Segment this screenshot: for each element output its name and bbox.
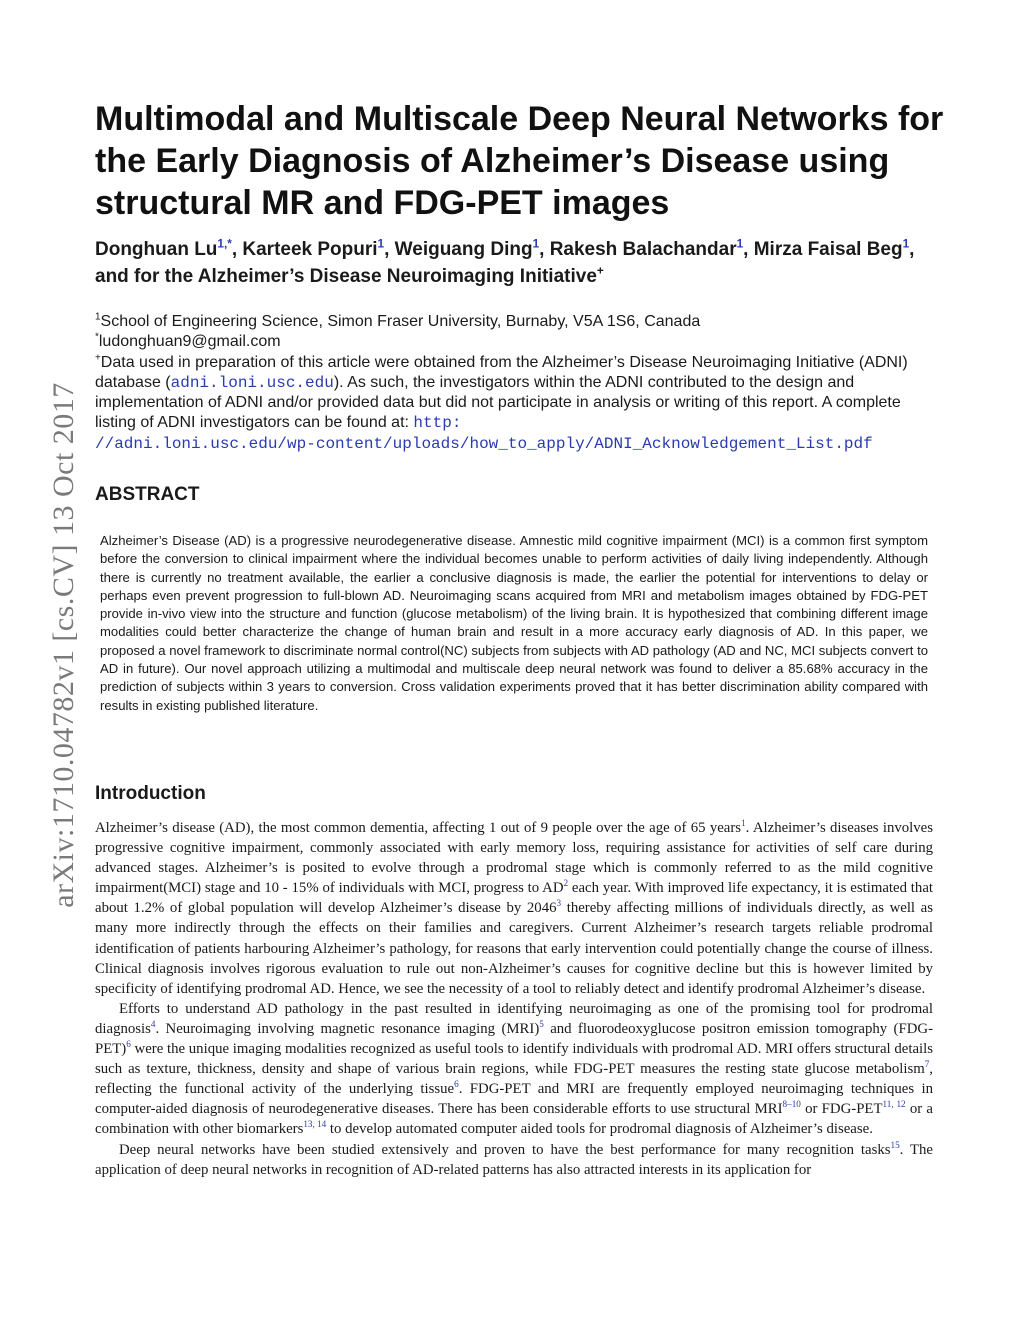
author-name: Rakesh Balachandar bbox=[549, 239, 737, 260]
citation-ref[interactable]: 5 bbox=[539, 1019, 544, 1030]
abstract-text: Alzheimer’s Disease (AD) is a progressive neurodegenerative disease. Amnestic mild cognitive impairment (MCI) is a common first symptom before the conversion to clinical impairment where the individual becomes unable to perform activities of daily living independently. Although there is currently no treatment available, the earlier a conclusive diagnosis is made, the earlier the potential for interventions to delay or perhaps even prevent progression to full-blown AD. Neuroimaging scans acquired from MRI and metabolism images obtained by FDG-PET provide in-vivo view into the structure and function (glucose metabolism) of the living brain. It is hypothesized that combining different image modalities could better characterize the change of human brain and result in a more accuracy early diagnosis of AD. In this paper, we proposed a novel framework to discriminate normal control(NC) subjects from subjects with AD pathology (AD and NC, MCI subjects convert to AD in future). Our novel approach utilizing a multimodal and multiscale deep neural network was found to deliver a 85.68% accuracy in the prediction of subjects within 3 years to conversion. Cross validation experiments proved that it has better discrimination ability compared with results in existing published literature. bbox=[100, 533, 928, 713]
author-name: Karteek Popuri bbox=[242, 239, 378, 260]
adni-data-note: +Data used in preparation of this article were obtained from the Alzheimer’s Disease Neuroimaging Initiative (ADNI) database (adni.loni.usc.edu). As such, the investigators within the ADNI contributed to the design and implementation of ADNI and/or provided data but did not participate in analysis or writing of this report. A complete listing of ADNI investigators can be found at: http: //adni.loni.usc.edu/wp-content/uploads/how_to_apply/ADNI_Acknowledgement_List.pdf bbox=[95, 352, 908, 453]
ack-list-link-cont[interactable]: //adni.loni.usc.edu/wp-content/uploads/how_to_apply/ADNI_Acknowledgement_List.pdf bbox=[95, 434, 873, 453]
author-separator: , and for the bbox=[95, 239, 915, 287]
author-separator: , bbox=[231, 239, 243, 260]
email-mark: * bbox=[95, 331, 99, 343]
data-mark: + bbox=[95, 352, 101, 364]
citation-ref[interactable]: 11, 12 bbox=[882, 1099, 906, 1110]
citation-ref[interactable]: 15 bbox=[890, 1139, 900, 1150]
citation-ref[interactable]: 3 bbox=[556, 898, 562, 909]
author-name: Donghuan Lu bbox=[95, 239, 218, 260]
author-list bbox=[95, 236, 940, 290]
citation-ref[interactable]: 4 bbox=[150, 1019, 156, 1030]
author-affiliation-mark[interactable]: 1 bbox=[736, 237, 744, 251]
abstract-heading: ABSTRACT bbox=[95, 484, 200, 505]
citation-ref[interactable]: 13, 14 bbox=[303, 1119, 327, 1130]
introduction-heading: Introduction bbox=[95, 783, 206, 804]
citation-ref[interactable]: 8–10 bbox=[782, 1099, 801, 1110]
intro-paragraph-2: Efforts to understand AD pathology in the past resulted in identifying neuroimaging as one of the promising tool for prodromal diagnosis$^4$. Neuroimaging involving magnetic resonance imaging (MRI)$^5$ and fluorodeoxyglucose positron emission tomography $(FDG-PET)^6$ were the unique imaging modalities recognized as useful tools to identify individuals with prodromal AD. MRI offers structural details such as texture, thickness, density and shape of various brain regions, while FDG-PET measures the resting state glucose metabolism$^7$, reflecting the functional activity of the underlying tissue$^6$. FDG-PET and MRI are frequently employed neuroimaging techniques in computer-aided diagnosis of neurodegenerative diseases. There has been considerable efforts to use structural MRI$^{8-10}$ or FDG-PET$^{11, 12}$ or a combination with other biomarkers$^{13, 14}$ to develop automated computer aided tools for prodromal diagnosis of Alzheimer’s disease. bbox=[95, 1000, 933, 1138]
introduction-body bbox=[95, 818, 933, 1180]
paper-title: Multimodal and Multiscale Deep Neural Networks for the Early Diagnosis of Alzheimer’s Disease using structural MR and FDG-PET images bbox=[95, 100, 944, 222]
affiliation-school: $^1$School of Engineering Science, Simon Fraser University, Burnaby, V5A 1S6, Canada bbox=[95, 311, 701, 330]
author-separator: , bbox=[743, 239, 754, 260]
corresponding-email: *ludonghuan9@gmail.com bbox=[95, 331, 281, 351]
consortium-name: Alzheimer’s Disease Neuroimaging Initiative bbox=[197, 266, 597, 287]
author-affiliation-mark[interactable]: 1,* bbox=[217, 237, 232, 251]
author-name: Weiguang Ding bbox=[394, 239, 533, 260]
arxiv-watermark: arXiv:1710.04782v1 [cs.CV] 13 Oct 2017 bbox=[47, 382, 80, 908]
citation-ref[interactable]: 6 bbox=[126, 1039, 131, 1050]
intro-paragraph-1: Alzheimer’s disease (AD), the most common dementia, affecting 1 out of 9 people over the age of 65 years$^1$. Alzheimer’s diseases involves progressive cognitive impairment, commonly associated with early memory loss, requiring assistance for activities of self care during advanced stages. Alzheimer’s is posited to evolve through a prodromal stage which is commonly referred to as the mild cognitive impairment(MCI) stage and 10 - 15% of individuals with MCI, progress to $AD^2$ each year. With improved life expectancy, it is estimated that about 1.2% of global population will develop Alzheimer’s disease by 2046$^3$ thereby affecting millions of individuals directly, as well as many more indirectly through the effects on their families and caregivers. Current Alzheimer’s research targets reliable prodromal identification of patients harbouring Alzheimer’s pathology, for reasons that early intervention could potentially change the course of illness. Clinical diagnosis involves rigorous evaluation to rule out non-Alzheimer’s causes for cognitive decline but this is however limited by specificity of identifying prodromal AD. Hence, we see the necessity of a tool to reliably detect and identify prodromal Alzheimer’s disease. bbox=[95, 818, 933, 997]
ack-list-link[interactable]: http: bbox=[413, 414, 462, 433]
author-name: Mirza Faisal Beg bbox=[753, 239, 903, 260]
affiliation-mark: 1 bbox=[95, 311, 101, 323]
author-affiliation-mark[interactable]: 1 bbox=[532, 237, 540, 251]
citation-ref[interactable]: 1 bbox=[741, 818, 746, 829]
affiliations bbox=[95, 312, 945, 454]
adni-link[interactable]: adni.loni.usc.edu bbox=[170, 373, 334, 392]
intro-paragraph-3: Deep neural networks have been studied extensively and proven to have the best performance for many recognition tasks$^{15}$. The application of deep neural networks in recognition of AD-related patterns has also attracted interests in its application for bbox=[95, 1139, 933, 1178]
consortium-mark: + bbox=[596, 264, 604, 278]
author-separator: , bbox=[384, 239, 395, 260]
author-separator: , bbox=[539, 239, 550, 260]
author-affiliation-mark[interactable]: 1 bbox=[377, 237, 385, 251]
citation-ref[interactable]: 6 bbox=[454, 1079, 459, 1090]
citation-ref[interactable]: 2 bbox=[563, 878, 569, 889]
author-affiliation-mark[interactable]: 1 bbox=[902, 237, 910, 251]
citation-ref[interactable]: 7 bbox=[924, 1059, 930, 1070]
